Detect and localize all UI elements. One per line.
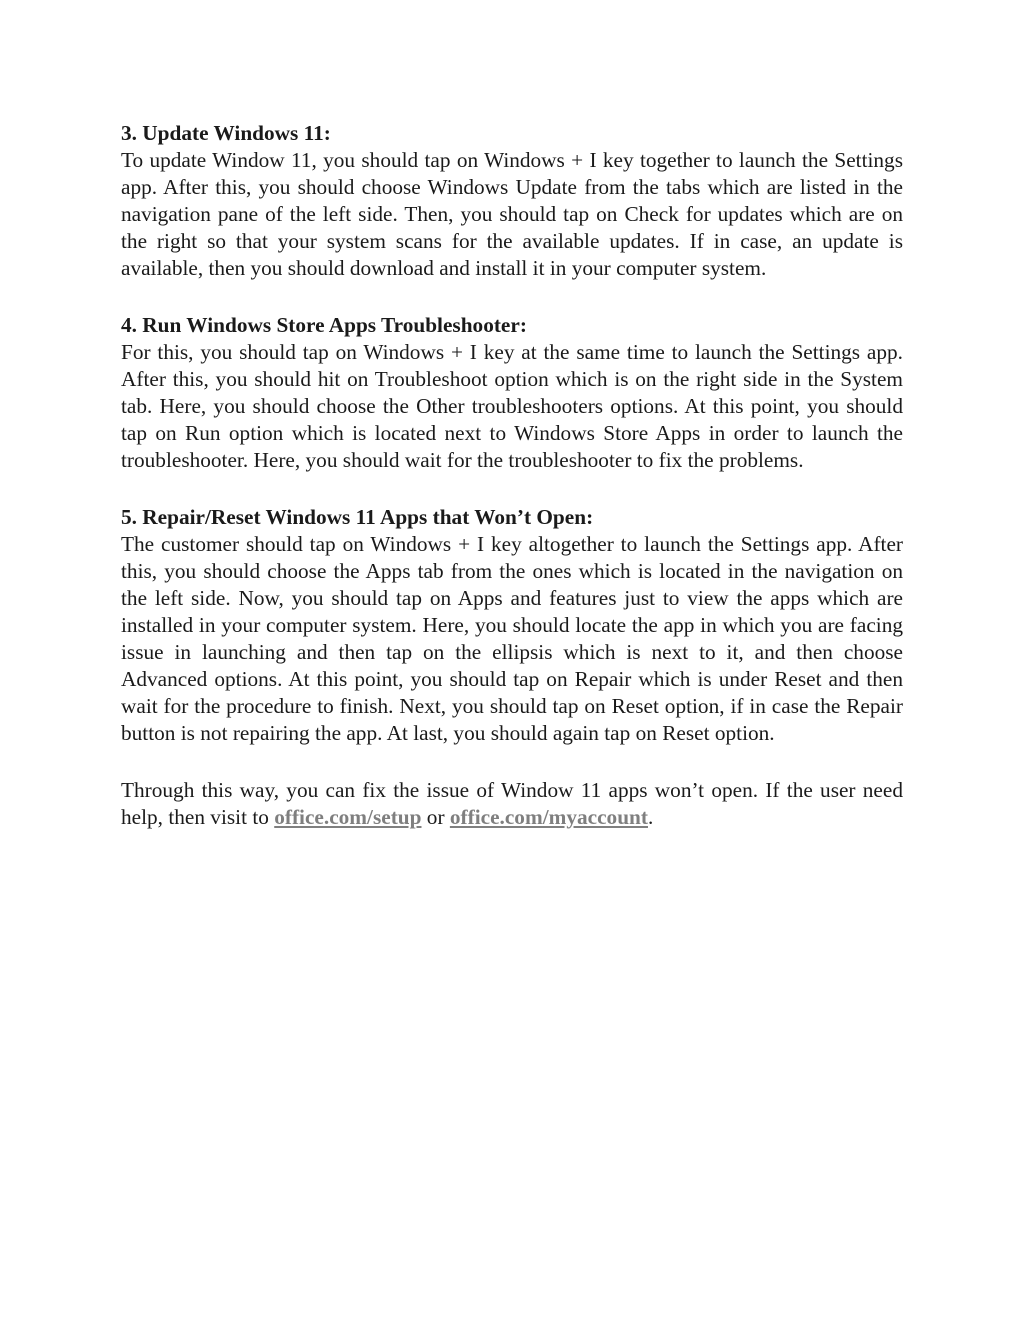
office-myaccount-link[interactable]: office.com/myaccount: [449, 805, 648, 829]
section-body: For this, you should tap on Windows + I key at the same time to launch the Settings app. After this, you should hit on Troubleshoot option which is on the right side in the System tab. Here, you should choose the Other troubleshooters options. At this point, you should tap on Run option which is located next to Windows Store Apps in order to launch the troubleshooter. Here, you should wait for the troubleshooter to fix the problems.: [121, 340, 903, 472]
document-page: [121, 120, 903, 831]
section-store-troubleshooter: [121, 312, 903, 474]
closing-text-middle: or: [421, 805, 450, 829]
section-repair-reset: [121, 504, 903, 747]
section-body: The customer should tap on Windows + I key altogether to launch the Settings app. After this, you should choose the Apps tab from the ones which is located in the navigation on the left side. Now, you should tap on Apps and features just to view the apps which are installed in your computer system. Here, you should locate the app in which you are facing issue in launching and then tap on the ellipsis which is next to it, and then choose Advanced options. At this point, you should tap on Repair which is under Reset and then wait for the procedure to finish. Next, you should tap on Reset option, if in case the Repair button is not repairing the app. At last, you should again tap on Reset option.: [121, 532, 903, 745]
section-update-windows: [121, 120, 903, 282]
section-body: To update Window 11, you should tap on Windows + I key together to launch the Settings app. After this, you should choose Windows Update from the tabs which are listed in the navigation pane of the left side. Then, you should tap on Check for updates which are on the right so that your system scans for the available updates. If in case, an update is available, then you should download and install it in your computer system.: [121, 148, 903, 280]
section-heading: 5. Repair/Reset Windows 11 Apps that Won’t Open:: [121, 505, 594, 529]
closing-text-after: .: [647, 805, 654, 829]
section-heading: 4. Run Windows Store Apps Troubleshooter:: [121, 313, 527, 337]
office-setup-link[interactable]: office.com/setup: [274, 805, 422, 829]
section-heading: 3. Update Windows 11:: [121, 121, 331, 145]
closing-text-before: Through this way, you can fix the issue of Window 11 apps won’t open. If the user need help, then visit to: [121, 778, 903, 829]
closing-paragraph: [121, 777, 903, 831]
